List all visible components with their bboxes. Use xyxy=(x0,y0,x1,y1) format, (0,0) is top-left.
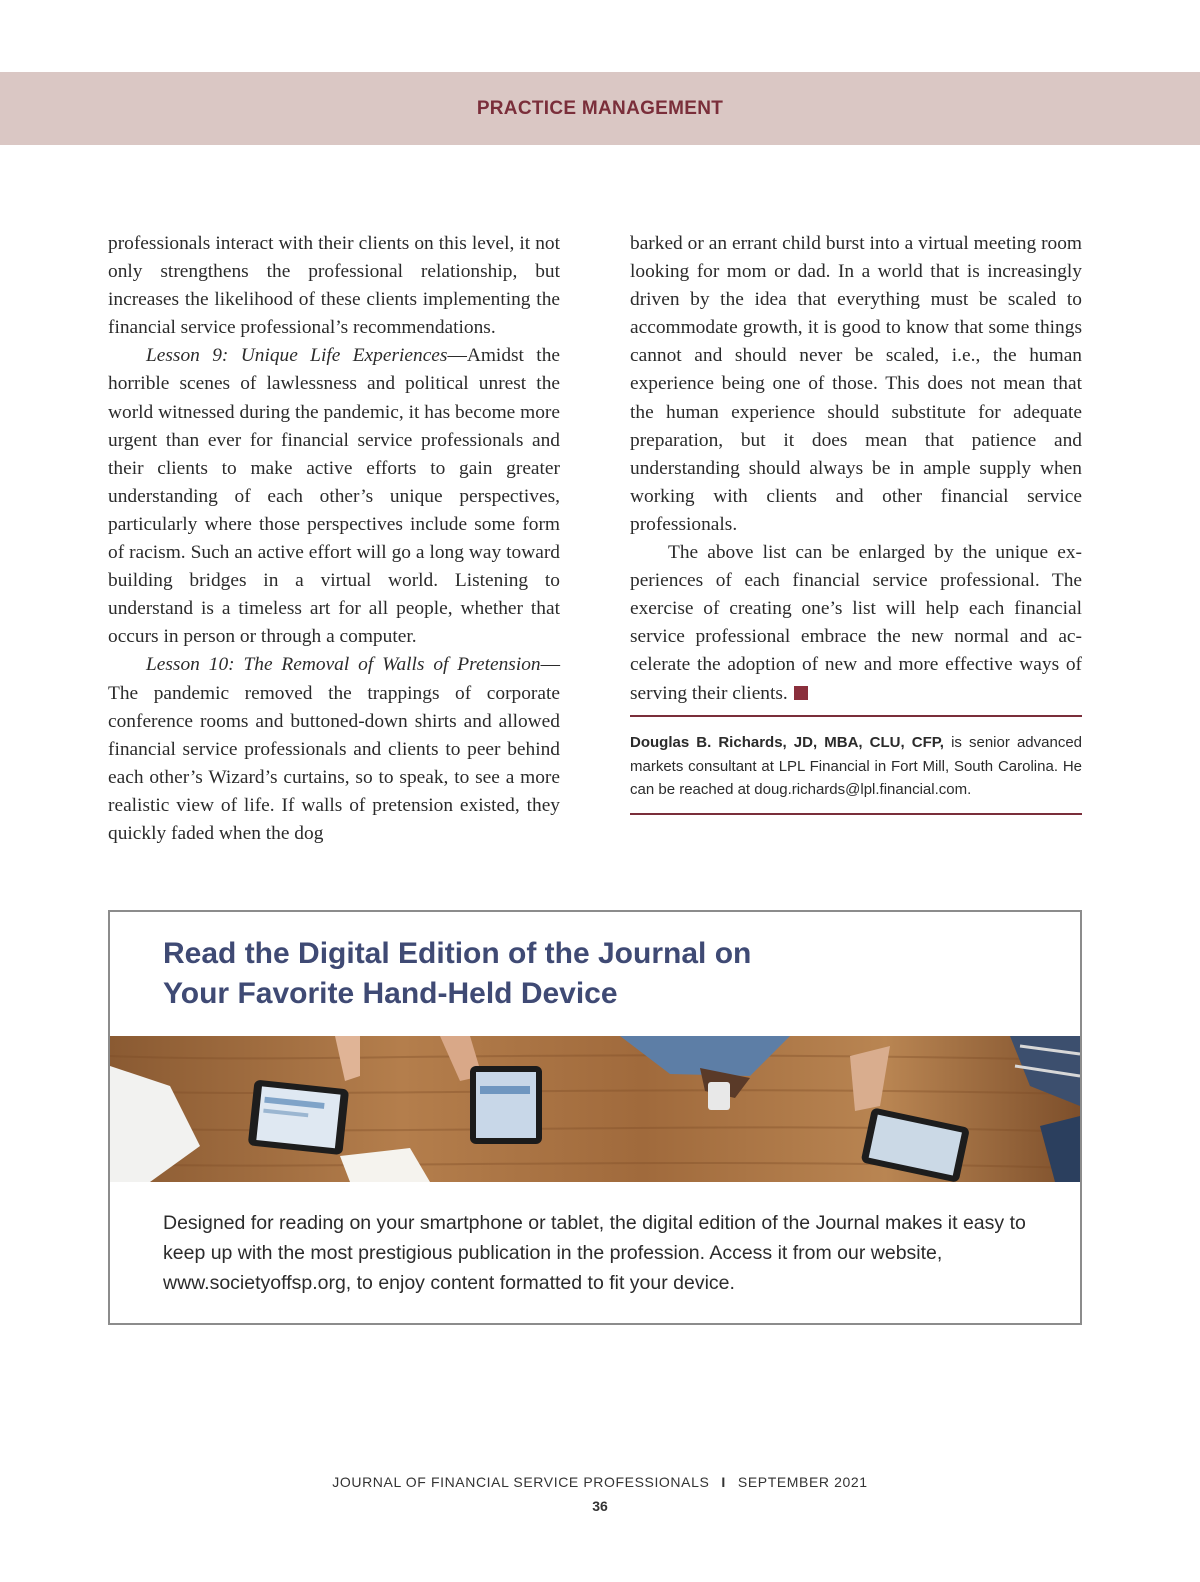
footer-journal-line xyxy=(0,1474,1200,1490)
promo-body-text: Designed for reading on your smartphone or tablet, the digital edition of the Journal makes it easy to keep up with the most prestigious publication in the profession. Access it from our website, www.societyoffsp.org, to enjoy content formatted to fit your device. xyxy=(163,1212,1026,1294)
promo-headline xyxy=(163,934,883,1014)
article-column-left xyxy=(108,230,560,848)
paragraph-conclusion xyxy=(630,539,1082,708)
page-footer xyxy=(0,1474,1200,1514)
paragraph-lesson-9 xyxy=(108,342,560,651)
section-header-band xyxy=(0,72,1200,145)
paragraph-text: The above list can be enlarged by the unique experiences of each financial service professional. The exercise of creating one’s list will help each financial service professional embrace the new normal and accelerate the adoption of new and more effective ways of serving their clients. xyxy=(630,542,1082,704)
author-bio-text: is senior advanced markets consultant at LPL Financial in Fort Mill, South Carolina. He can be reached at doug.richards@lpl.financial.com. xyxy=(630,734,1082,798)
footer-separator: I xyxy=(721,1474,726,1490)
paragraph: barked or an errant child burst into a virtual meeting room looking for mom or dad. In a world that is increasingly driven by the idea that everything must be scaled to accommodate growth, it is good to know that some things cannot and should never be scaled, i.e., the human experience being one of those. This does not mean that the human experience should substitute for adequate preparation, but it does mean that patience and understanding should always be in ample supply when working with clients and other financial service professionals. xyxy=(630,233,1082,535)
paragraph-lesson-10 xyxy=(108,651,560,848)
lesson-text: —The pandemic removed the trappings of corporate conference rooms and buttoned-down shirts and allowed financial service professionals and clients to peer behind each other’s Wizard’s curtains, so to speak, to see a more realistic view of life. If walls of pretension existed, they quickly faded when the dog xyxy=(108,654,560,844)
lesson-title: Lesson 9: Unique Life Experiences xyxy=(146,345,448,367)
tablets-photo-illustration xyxy=(110,1036,1080,1182)
page-number: 36 xyxy=(592,1498,608,1514)
promo-headline-line: Your Favorite Hand-Held Device xyxy=(163,977,618,1010)
author-bio xyxy=(630,715,1082,815)
author-name: Douglas B. Richards, JD, MBA, CLU, CFP, xyxy=(630,734,944,751)
lesson-text: —Amidst the horrible scenes of lawlessness and political unrest the world witnessed during the pandemic, it has become more urgent than ever for financial service professionals and their clients to make active efforts to gain greater understanding of each other’s unique perspectives, particularly where those perspectives include some form of racism. Such an active effort will go a long way toward building bridges in a virtual world. Listening to understand is a timeless art for all people, whether that occurs in person or through a computer. xyxy=(108,345,560,648)
article-column-right xyxy=(630,230,1082,708)
journal-name: JOURNAL OF FINANCIAL SERVICE PROFESSIONALS xyxy=(332,1474,710,1490)
promo-headline-line: Read the Digital Edition of the Journal on xyxy=(163,937,752,970)
tablets-on-table-photo xyxy=(110,1036,1080,1182)
end-of-article-mark-icon xyxy=(794,686,808,700)
digital-edition-promo-box xyxy=(108,910,1082,1325)
section-title: PRACTICE MANAGEMENT xyxy=(476,97,724,119)
lesson-title: Lesson 10: The Removal of Walls of Pretension xyxy=(146,654,541,676)
paragraph: professionals interact with their clients on this level, it not only strengthens the professional relationship, but increases the likelihood of these clients implementing the financial service professional’s recommendations. xyxy=(108,233,560,339)
issue-date: SEPTEMBER 2021 xyxy=(737,1474,868,1490)
